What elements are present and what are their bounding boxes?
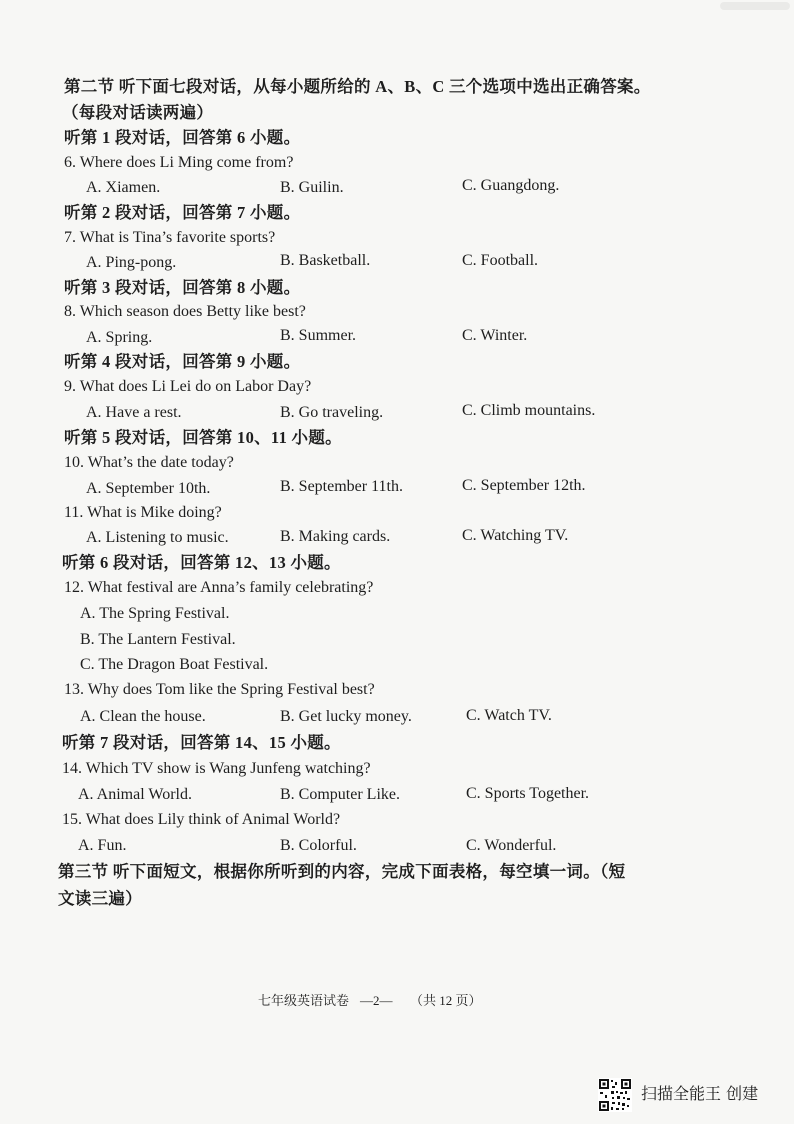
footer-title: 七年级英语试卷 bbox=[258, 993, 350, 1008]
option-a[interactable]: A. Ping-pong. bbox=[86, 254, 177, 271]
option-a[interactable]: A. Fun. bbox=[78, 837, 127, 854]
option-b[interactable]: B. Colorful. bbox=[280, 837, 357, 854]
question-stem: 12. What festival are Anna’s family celebrating? bbox=[64, 579, 374, 596]
option-c[interactable]: C. Watching TV. bbox=[462, 527, 569, 544]
option-b[interactable]: B. Making cards. bbox=[280, 528, 391, 545]
option-c[interactable]: C. Sports Together. bbox=[466, 785, 590, 802]
option-b[interactable]: B. Basketball. bbox=[280, 252, 371, 269]
question-stem: 9. What does Li Lei do on Labor Day? bbox=[64, 378, 312, 395]
option-c[interactable]: C. Football. bbox=[462, 252, 539, 269]
dialog-instruction: 听第 6 段对话，回答第 12、13 小题。 bbox=[62, 553, 341, 572]
option-a[interactable]: A. Spring. bbox=[86, 329, 153, 346]
option-a[interactable]: A. Animal World. bbox=[78, 786, 192, 803]
section2-heading: 第二节 听下面七段对话，从每小题所给的 A、B、C 三个选项中选出正确答案。 bbox=[64, 77, 651, 96]
option-b[interactable]: B. Computer Like. bbox=[280, 786, 400, 803]
option-b[interactable]: B. September 11th. bbox=[280, 478, 403, 495]
scanner-watermark: 扫描全能王 创建 bbox=[641, 1084, 759, 1103]
question-stem: 6. Where does Li Ming come from? bbox=[64, 154, 294, 171]
section3-heading: 第三节 听下面短文，根据你所听到的内容，完成下面表格，每空填一词。（短 bbox=[58, 862, 626, 881]
question-stem: 8. Which season does Betty like best? bbox=[64, 303, 306, 320]
option-b[interactable]: B. Summer. bbox=[280, 327, 357, 344]
section2-note: （每段对话读两遍） bbox=[62, 103, 214, 122]
option-a[interactable]: A. Clean the house. bbox=[80, 708, 206, 725]
option-c[interactable]: C. Winter. bbox=[462, 327, 528, 344]
option-c[interactable]: C. Climb mountains. bbox=[462, 402, 596, 419]
dialog-instruction: 听第 2 段对话，回答第 7 小题。 bbox=[64, 203, 301, 222]
question-stem: 11. What is Mike doing? bbox=[64, 504, 222, 521]
dialog-instruction: 听第 5 段对话，回答第 10、11 小题。 bbox=[64, 428, 342, 447]
question-stem: 7. What is Tina’s favorite sports? bbox=[64, 229, 276, 246]
option-a[interactable]: A. Have a rest. bbox=[86, 404, 182, 421]
option-a[interactable]: A. Listening to music. bbox=[86, 529, 229, 546]
dialog-instruction: 听第 1 段对话，回答第 6 小题。 bbox=[64, 128, 301, 147]
dialog-instruction: 听第 4 段对话，回答第 9 小题。 bbox=[64, 352, 301, 371]
option-c[interactable]: C. Wonderful. bbox=[466, 837, 557, 854]
option-a[interactable]: A. September 10th. bbox=[86, 480, 211, 497]
option-a[interactable]: A. The Spring Festival. bbox=[80, 605, 230, 622]
option-b[interactable]: B. Get lucky money. bbox=[280, 708, 412, 725]
qr-code-icon bbox=[598, 1078, 632, 1112]
option-b[interactable]: B. Guilin. bbox=[280, 179, 344, 196]
question-stem: 15. What does Lily think of Animal World? bbox=[62, 811, 341, 828]
option-c[interactable]: C. September 12th. bbox=[462, 477, 586, 494]
option-c[interactable]: C. Guangdong. bbox=[462, 177, 560, 194]
option-b[interactable]: B. Go traveling. bbox=[280, 404, 384, 421]
dialog-instruction: 听第 3 段对话，回答第 8 小题。 bbox=[64, 278, 301, 297]
question-stem: 13. Why does Tom like the Spring Festival best? bbox=[64, 681, 375, 698]
scan-artifact bbox=[720, 2, 790, 10]
footer-total-pages: （共 12 页） bbox=[410, 993, 482, 1008]
question-stem: 10. What’s the date today? bbox=[64, 454, 234, 471]
option-c[interactable]: C. The Dragon Boat Festival. bbox=[80, 656, 269, 673]
section3-heading-cont: 文读三遍） bbox=[58, 889, 142, 908]
option-c[interactable]: C. Watch TV. bbox=[466, 707, 552, 724]
option-a[interactable]: A. Xiamen. bbox=[86, 179, 161, 196]
dialog-instruction: 听第 7 段对话，回答第 14、15 小题。 bbox=[62, 733, 341, 752]
question-stem: 14. Which TV show is Wang Junfeng watching? bbox=[62, 760, 371, 777]
footer-page-number: —2— bbox=[360, 993, 393, 1008]
option-b[interactable]: B. The Lantern Festival. bbox=[80, 631, 236, 648]
